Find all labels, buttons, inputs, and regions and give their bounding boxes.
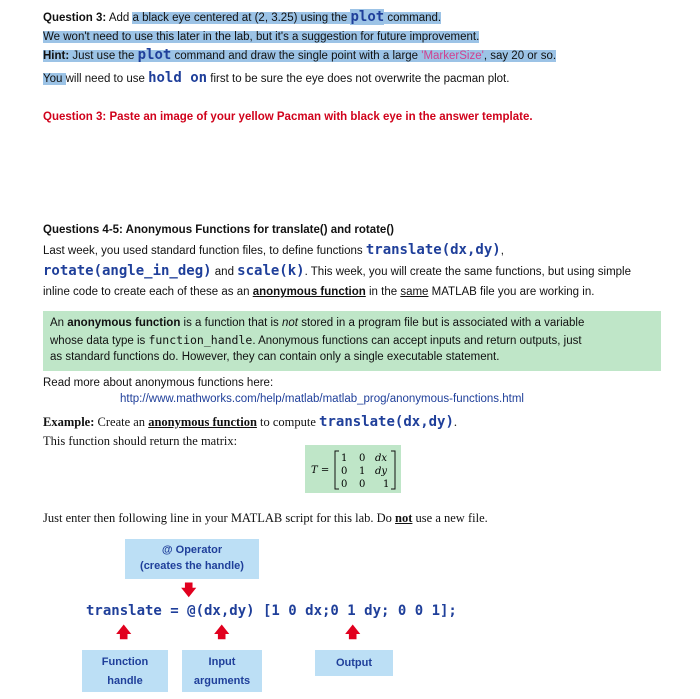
matrix-box <box>305 445 401 493</box>
matrix-lhs: T = <box>311 465 330 476</box>
q45-p3-text-b: in the <box>365 286 401 298</box>
enter-not: not <box>395 511 413 525</box>
translate-equation: translate = @(dx,dy) [1 0 dx;0 1 dy; 0 0 1]; <box>86 603 457 619</box>
definition-line1 <box>50 316 584 331</box>
m10: 0 <box>341 466 348 477</box>
fh-line2: handle <box>107 675 143 687</box>
hold-text-c: first to be sure the eye does not overwrite the pacman plot. <box>207 73 510 85</box>
matrix-intro: This function should return the matrix: <box>43 434 238 448</box>
q3-hint-line <box>43 47 556 64</box>
left-bracket <box>335 451 339 489</box>
q3-text-c: command. <box>384 12 442 24</box>
q3-text-b: a black eye centered at (2, 3.25) using the <box>132 12 351 24</box>
definition-line3: as standard functions do. However, they can contain only a single executable statement. <box>50 351 500 363</box>
enter-text-b: use a new file. <box>412 511 488 525</box>
example-translate-code: translate(dx,dy) <box>319 414 454 430</box>
q3-text-a: Add <box>106 12 133 24</box>
function-handle-code: function_handle <box>148 333 253 347</box>
def-l1-c: is a function that is <box>180 317 282 329</box>
q45-p1-text: Last week, you used standard function files, to define functions <box>43 245 366 257</box>
hold-text-b: will need to use <box>65 73 149 85</box>
q45-heading: Questions 4-5: Anonymous Functions for translate() and rotate() <box>43 224 394 236</box>
same-underlined: same <box>400 286 429 298</box>
q3-line2 <box>43 29 479 45</box>
q45-p2-and: and <box>211 266 238 278</box>
def-not: not <box>282 317 298 329</box>
ia-up-arrow: 🡅 <box>214 624 230 641</box>
m12: dy <box>375 466 388 477</box>
translation-matrix <box>305 445 401 493</box>
q3-paste-instruction: Question 3: Paste an image of your yellow Pacman with black eye in the answer template. <box>43 111 533 123</box>
hint-text-a: Just use the <box>69 50 138 62</box>
q3-note: We won't need to use this later in the lab, but it's a suggestion for future improvement. <box>43 31 480 43</box>
ia-line2: arguments <box>193 675 251 687</box>
m00: 1 <box>341 453 348 464</box>
def-l2-b: . Anonymous functions can accept inputs and return outputs, just <box>252 335 582 347</box>
scale-code: scale(k) <box>237 263 305 279</box>
ia-line1: Input <box>208 656 236 668</box>
q45-p2-text: . This week, you will create the same functions, but using simple <box>304 266 632 278</box>
rotate-code: rotate(angle_in_deg) <box>43 263 212 279</box>
q3-hold-line <box>43 70 509 87</box>
function-handle-label <box>82 650 168 692</box>
operator-label-line2: (creates the handle) <box>140 560 244 572</box>
definition-box <box>43 311 661 371</box>
definition-line2 <box>50 333 582 349</box>
input-arguments-label <box>182 650 262 692</box>
q45-para-line3 <box>43 284 594 300</box>
hint-text-c: , say 20 or so. <box>483 50 557 62</box>
operator-label-line1: @ Operator <box>161 544 223 556</box>
mathworks-link[interactable]: http://www.mathworks.com/help/matlab/matlab_prog/anonymous-functions.html <box>120 393 524 405</box>
anonymous-function-underlined: anonymous function <box>252 286 366 298</box>
q45-para-line1 <box>43 242 504 259</box>
output-label: Output <box>315 650 393 676</box>
def-l1-e: stored in a program file but is associated with a variable <box>298 317 585 329</box>
q45-para-line2 <box>43 263 631 280</box>
example-line <box>43 414 457 430</box>
m21: 0 <box>359 479 366 490</box>
fh-line1: Function <box>101 656 149 668</box>
m02: dx <box>375 453 388 464</box>
m11: 1 <box>359 466 366 477</box>
example-label: Example: <box>43 415 95 429</box>
q45-p3-text-a: inline code to create each of these as an <box>43 286 253 298</box>
hint-plot-code: plot <box>137 47 172 63</box>
read-more-text: Read more about anonymous functions here: <box>43 377 274 389</box>
hint-markersize: 'MarkerSize' <box>421 50 484 62</box>
operator-label <box>125 539 259 579</box>
q3-label: Question 3: <box>43 12 107 24</box>
m01: 0 <box>359 453 366 464</box>
def-anonymous-function: anonymous function <box>67 317 181 329</box>
def-l1-a: An <box>50 317 68 329</box>
q3-plot-code: plot <box>350 9 385 25</box>
enter-text-a: Just enter then following line in your MATLAB script for this lab. Do <box>43 511 396 525</box>
hint-text-b: command and draw the single point with a large <box>171 50 422 62</box>
m20: 0 <box>341 479 348 490</box>
example-period: . <box>453 415 458 429</box>
hold-text-a: You <box>43 73 66 85</box>
translate-code: translate(dx,dy) <box>365 242 501 258</box>
operator-down-arrow: 🡇 <box>181 582 197 599</box>
m22: 1 <box>383 479 390 490</box>
example-text-b: to compute <box>256 415 320 429</box>
fh-up-arrow: 🡅 <box>116 624 132 641</box>
def-l2-a: whose data type is <box>50 335 149 347</box>
q3-line1 <box>43 9 441 26</box>
example-text-a: Create an <box>94 415 149 429</box>
example-anonymous-function: anonymous function <box>148 415 257 429</box>
hint-label: Hint: <box>43 50 70 62</box>
right-bracket <box>391 451 395 489</box>
q45-p1-comma: , <box>500 245 504 257</box>
enter-instruction <box>43 510 488 526</box>
hold-on-code: hold on <box>148 70 208 86</box>
output-up-arrow: 🡅 <box>345 624 361 641</box>
q45-p3-text-c: MATLAB file you are working in. <box>428 286 595 298</box>
